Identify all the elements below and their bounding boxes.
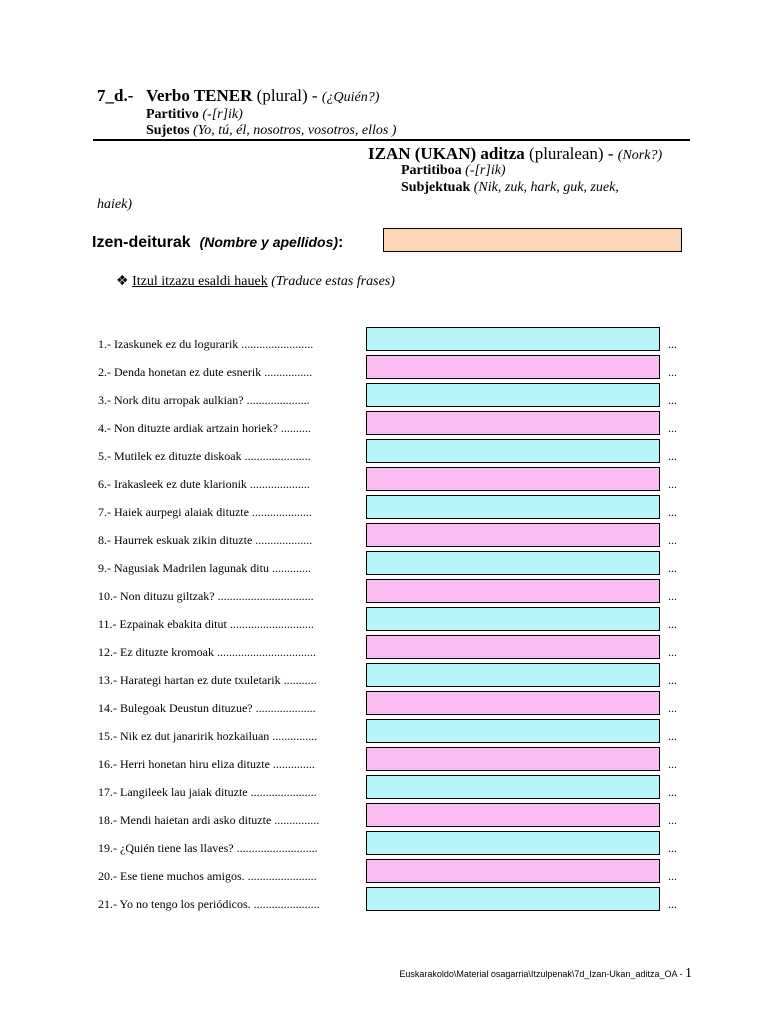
trailing-dots: ... [668,449,677,463]
translation-input[interactable] [366,327,660,351]
sentence-label: 18.- Mendi haietan ardi asko dituzte ............... [98,813,320,827]
name-label [92,234,343,252]
question-eu: (Nork?) [617,148,663,163]
exercise-number: 7_d.- [97,86,134,105]
name-label-es: (Nombre y apellidos) [199,234,339,250]
footer-path: Euskarakoldo\Material osagarria\Itzulpenak\7d_Izan-Ukan_aditza_OA - [399,969,683,979]
translation-input[interactable] [366,579,660,603]
trailing-dots: ... [668,841,677,855]
title-eu-dash: - [607,144,614,163]
title-eu [368,144,662,164]
trailing-dots: ... [668,533,677,547]
translation-input[interactable] [366,775,660,799]
sentence-label: 3.- Nork ditu arropak aulkian? ..................... [98,393,310,407]
sentence-label: 11.- Ezpainak ebakita ditut ............................ [98,617,314,631]
translation-input[interactable] [366,887,660,911]
footer [399,966,692,982]
instruction-text: Itzul itzazu esaldi hauek [132,274,268,289]
verb-title: Verbo TENER [146,86,253,105]
partitive-eu-value: (-[r]ik) [465,163,506,178]
translation-input[interactable] [366,803,660,827]
sentence-label: 2.- Denda honetan ez dute esnerik ................ [98,365,313,379]
sentence-label: 12.- Ez dituzte kromoak ................................. [98,645,316,659]
bullet-icon: ❖ [116,274,129,289]
instruction-text-es: (Traduce estas frases) [271,274,395,289]
translation-input[interactable] [366,719,660,743]
subjects-es [146,123,396,139]
sentence-label: 9.- Nagusiak Madrilen lagunak ditu ............. [98,561,311,575]
partitive-es-value: (-[r]ik) [202,107,243,122]
subjects-eu-wrap-text: haiek) [97,197,132,212]
partitive-es-label: Partitivo [146,107,199,122]
trailing-dots: ... [668,813,677,827]
translation-input[interactable] [366,663,660,687]
title-es [97,86,379,106]
sentence-label: 17.- Langileek lau jaiak dituzte ...................... [98,785,317,799]
partitive-eu-label: Partitiboa [401,163,462,178]
title-dash: - [311,86,318,105]
translation-input[interactable] [366,635,660,659]
subjects-eu-wrap [97,197,132,213]
sentence-label: 19.- ¿Quién tiene las llaves? ........................... [98,841,318,855]
trailing-dots: ... [668,729,677,743]
translation-input[interactable] [366,355,660,379]
verb-title-eu-suffix: (pluralean) [529,144,604,163]
name-label-colon: : [338,234,344,251]
question-es: (¿Quién?) [321,90,380,105]
translation-input[interactable] [366,411,660,435]
trailing-dots: ... [668,701,677,715]
trailing-dots: ... [668,421,677,435]
subjects-es-value: (Yo, tú, él, nosotros, vosotros, ellos ) [193,123,397,138]
translation-input[interactable] [366,383,660,407]
translation-input[interactable] [366,607,660,631]
translation-input[interactable] [366,831,660,855]
trailing-dots: ... [668,673,677,687]
sentence-label: 21.- Yo no tengo los periódicos. ...................... [98,897,320,911]
sentence-label: 1.- Izaskunek ez du logurarik ........................ [98,337,314,351]
name-input[interactable] [383,228,682,252]
sentence-label: 4.- Non dituzte ardiak artzain horiek? .......... [98,421,311,435]
sentence-label: 6.- Irakasleek ez dute klarionik .................... [98,477,310,491]
verb-title-eu: IZAN (UKAN) aditza [368,144,525,163]
header-divider [93,139,690,141]
verb-title-suffix: (plural) [256,86,308,105]
sentence-label: 7.- Haiek aurpegi alaiak dituzte .................... [98,505,312,519]
translation-input[interactable] [366,551,660,575]
translation-input[interactable] [366,523,660,547]
partitive-es [146,107,243,123]
trailing-dots: ... [668,869,677,883]
translation-input[interactable] [366,495,660,519]
trailing-dots: ... [668,505,677,519]
translation-input[interactable] [366,439,660,463]
trailing-dots: ... [668,617,677,631]
trailing-dots: ... [668,757,677,771]
name-label-eu: Izen-deiturak [92,234,191,251]
instruction [116,273,395,290]
translation-input[interactable] [366,691,660,715]
sentence-label: 14.- Bulegoak Deustun dituzue? .................... [98,701,316,715]
sentence-label: 13.- Harategi hartan ez dute txuletarik ........... [98,673,317,687]
subjects-eu-value: (Nik, zuk, hark, guk, zuek, [473,180,619,195]
partitive-eu [401,163,506,179]
trailing-dots: ... [668,337,677,351]
subjects-es-label: Sujetos [146,123,190,138]
trailing-dots: ... [668,645,677,659]
translation-input[interactable] [366,467,660,491]
trailing-dots: ... [668,393,677,407]
page-number: 1 [685,966,692,981]
translation-input[interactable] [366,747,660,771]
sentence-label: 8.- Haurrek eskuak zikin dituzte ................... [98,533,313,547]
sentence-label: 15.- Nik ez dut janaririk hozkailuan ............... [98,729,318,743]
translation-input[interactable] [366,859,660,883]
trailing-dots: ... [668,589,677,603]
trailing-dots: ... [668,897,677,911]
sentence-label: 20.- Ese tiene muchos amigos. ....................... [98,869,317,883]
sentence-label: 16.- Herri honetan hiru eliza dituzte .............. [98,757,315,771]
trailing-dots: ... [668,365,677,379]
trailing-dots: ... [668,785,677,799]
sentence-label: 5.- Mutilek ez dituzte diskoak ...................... [98,449,311,463]
trailing-dots: ... [668,477,677,491]
sentence-label: 10.- Non dituzu giltzak? ................................ [98,589,314,603]
subjects-eu [401,180,619,196]
subjects-eu-label: Subjektuak [401,180,471,195]
trailing-dots: ... [668,561,677,575]
